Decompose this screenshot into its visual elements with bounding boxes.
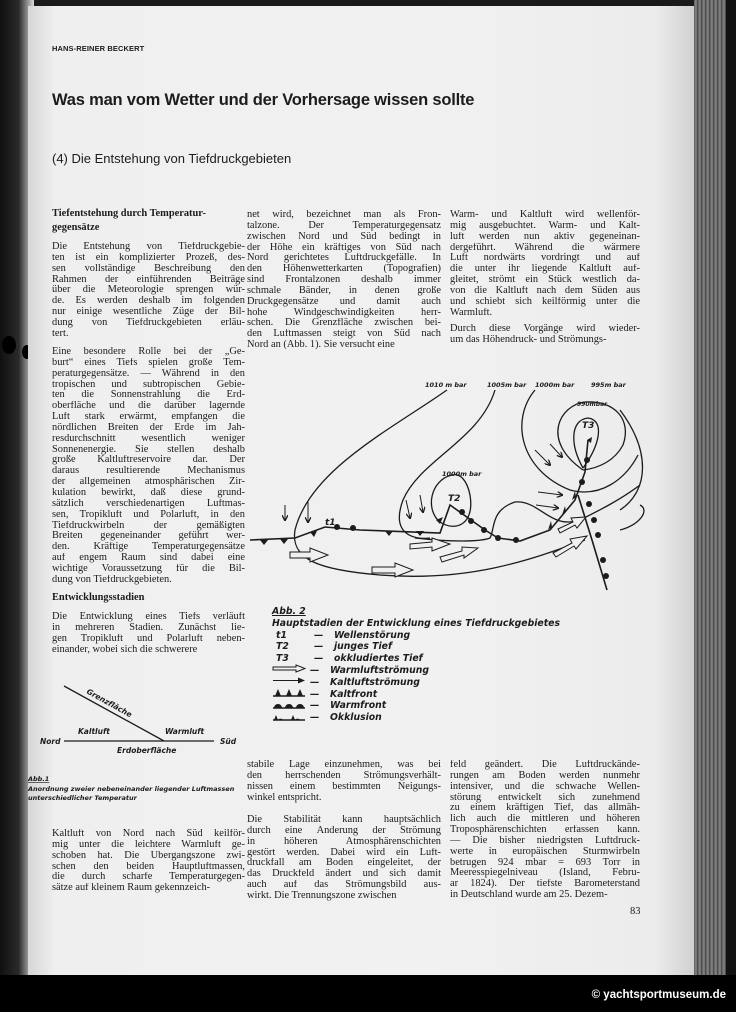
legend-item [272, 630, 560, 642]
text-line: tert. [52, 328, 69, 339]
text-line: der allgemeinen atmosphärischen Zir- [52, 477, 245, 488]
text-line: nördlichen Breiten der Erde im Jah- [52, 422, 245, 433]
paragraph [52, 347, 245, 586]
binding-hole [2, 336, 16, 354]
isobar-995 [620, 410, 644, 530]
figure-1-caption-label: Abb.1 [28, 775, 50, 783]
label-sued: Süd [220, 737, 237, 746]
isobar-label-1010: 1010 m bar [425, 381, 467, 389]
text-line: mig unter die leichtere Warmluft ge- [52, 839, 245, 850]
legend-item [272, 700, 560, 712]
text-line: sen, Tropikluft und Polarluft, in den [52, 509, 245, 520]
section-heading-tiefentstehung [52, 207, 245, 234]
text-line: sätzlich verschiedenartigen Luftmas- [52, 498, 245, 509]
text-line: hohe Windgeschwindigkeiten herr- [247, 307, 441, 318]
figure-1-air-masses-diagram [28, 670, 260, 810]
text-line: nissen einem bestimmten Neigungs- [247, 781, 441, 792]
text-line: intensiver, und die schwache Wellen- [450, 781, 640, 792]
text-line: Die Entstehung von Tiefdruckgebie- [52, 242, 245, 252]
text-line: einander, wobei sich die schwerere [52, 644, 198, 655]
text-line: zu einem kräftigen Tief, das allmäh- [450, 803, 640, 814]
isobar-label-1000-t2: 1000m bar [442, 470, 482, 478]
text-line: mig ausgebuchtet. Warm- und Kalt- [450, 220, 640, 231]
isobar-label-995: 995m bar [591, 381, 626, 389]
legend-dash: — [310, 676, 320, 688]
text-line: rungen am Boden werden nunmehr [450, 770, 640, 781]
text-line: Druckgegensätze und damit auch [247, 296, 441, 307]
text-line: Rahmen der einführenden Beiträge [52, 274, 245, 285]
paragraph [52, 242, 245, 340]
legend-dash: — [314, 629, 324, 641]
text-line: Breiten gegeneinander geführt wer- [52, 531, 245, 542]
text-line: um das Höhendruck- und Strömungs- [450, 334, 607, 345]
isobar-label-1005: 1005m bar [487, 381, 527, 389]
paragraph [450, 210, 640, 318]
paragraph [247, 760, 441, 803]
text-line: tropischen und subtropischen Gebie- [52, 379, 245, 390]
figure-2-caption-title: Hauptstadien der Entwicklung eines Tiefdruckgebietes [272, 617, 561, 629]
legend-label: Warmluftströmung [330, 664, 429, 676]
legend-label: Wellenstörung [334, 629, 411, 641]
text-line: schmale Bänder, in denen große [247, 285, 441, 296]
text-line: Durch diese Vorgänge wird wieder- [450, 324, 640, 334]
text-line: in mehreren Stadien. Zunächst lie- [52, 622, 245, 633]
text-line: nur einige wesentliche Züge der Bil- [52, 307, 245, 318]
label-warmluft: Warmluft [165, 727, 205, 736]
legend-item [272, 712, 560, 724]
article-title: Was man vom Wetter und der Vorhersage wissen sollte [52, 91, 475, 109]
text-line: ten ist ein komplizierter Prozeß, des- [52, 252, 245, 263]
text-line: die unter ihr liegende Kaltluft auf- [450, 264, 640, 275]
paragraph [52, 829, 245, 894]
text-line: wirkt. Die Trennungszone zwischen [247, 890, 397, 901]
text-line: winkel entspricht. [247, 792, 322, 803]
cold-air-arrows [285, 444, 562, 522]
text-line: schen den beiden Hauptluftmassen, [52, 861, 245, 872]
text-line: Die Stabilität kann hauptsächlich [247, 815, 441, 825]
text-line: zwischen Nord und Süd bedingt in [247, 231, 441, 242]
text-line: wichtige Voraussetzung für die Bil- [52, 563, 245, 574]
cold-front-line [578, 495, 607, 590]
text-line: und schiebt sich keilförmig unter die [450, 296, 640, 307]
text-line: gestört werden. Dabei wird ein Luft- [247, 847, 441, 858]
text-line: gen Tropikluft und Polarluft neben- [52, 633, 245, 644]
text-line: durch eine Änderung der Strömung [247, 825, 441, 836]
text-line: Sonnenenergie. Sie stellen deshalb [52, 444, 245, 455]
text-line: peraturgegensätze. — Während in den [52, 368, 245, 379]
isobar-label-1000: 1000m bar [535, 381, 575, 389]
legend-label: Kaltfront [330, 688, 378, 700]
legend-label: junges Tief [334, 641, 393, 653]
text-line: Meeresspiegelniveau (Island, Febru- [450, 868, 640, 879]
legend-item [272, 689, 560, 701]
text-line: in Deutschland wurde am 25. Dezem- [450, 890, 608, 901]
text-line: resdurchschnitt wesentlich weniger [52, 433, 245, 444]
text-line: oberfläche und die darüber lagernde [52, 401, 245, 412]
text-line: Kaltluft von Nord nach Süd keilför- [52, 829, 245, 839]
text-line: den Höhenwetterkarten (Topografien) [247, 264, 441, 275]
legend-dash: — [310, 664, 320, 676]
figure-2-low-pressure-diagram [240, 360, 660, 600]
article-subtitle: (4) Die Entstehung von Tiefdruckgebieten [52, 151, 292, 166]
text-line: betrugen 924 mbar = 693 Torr in [450, 857, 640, 868]
legend-label: Kaltluftströmung [330, 676, 420, 688]
text-line: auf engem Raum sind dabei eine [52, 553, 245, 564]
text-line: den Luftmassen steigt von Süd nach [247, 329, 441, 340]
text-line: große Kaltluftreservoire dar. Der [52, 455, 245, 466]
text-line: Luft nordwärts vordringt und auf [450, 253, 640, 264]
copyright-watermark: © yachtsportmuseum.de [591, 989, 726, 1001]
legend-dash: — [310, 712, 320, 724]
heading-line: Tiefentstehung durch Temperatur- [52, 208, 206, 219]
legend-label: Okklusion [330, 712, 382, 724]
text-line: de. Es werden deshalb im folgenden [52, 296, 245, 307]
text-line: daraus resultierende Mechanismus [52, 466, 245, 477]
figure-2-legend [272, 606, 560, 724]
text-line: über die Meteorologie sprengen wür- [52, 285, 245, 296]
figure-2-caption-label: Abb. 2 [272, 606, 306, 617]
legend-symbol-T3: T3 [276, 653, 289, 665]
legend-symbol-T2: T2 [276, 641, 289, 653]
text-line: schen. Die Grenzfläche zwischen bei- [247, 318, 441, 329]
page-number: 83 [630, 906, 641, 917]
running-header-author: HANS-REINER BECKERT [52, 44, 145, 53]
text-line: burt“ eines Tiefs spielen große Tem- [52, 357, 245, 368]
paragraph [247, 815, 441, 902]
label-t1: t1 [325, 518, 336, 528]
legend-label: Warmfront [330, 700, 387, 712]
paragraph [450, 324, 640, 346]
isobar-label-990: 990mbar [577, 401, 608, 408]
legend-item [272, 665, 560, 677]
label-kaltluft: Kaltluft [78, 727, 110, 736]
text-line: sen vollständige Beschreibung den [52, 263, 245, 274]
text-line: Luft stark erwärmt, empfangen die [52, 412, 245, 423]
front-line [250, 440, 588, 541]
text-line: dergeführt. Während die wärmere [450, 242, 640, 253]
paragraph [52, 612, 245, 655]
text-line: ten die Sonnenstrahlung die Erd- [52, 390, 245, 401]
legend-item [272, 653, 560, 665]
text-line: — Die bisher niedrigsten Luftdruck- [450, 835, 640, 846]
text-line: Die Entwicklung eines Tiefs verläuft [52, 612, 245, 622]
legend-symbol-occlusion-icon [272, 712, 310, 725]
isobar-990 [558, 402, 626, 470]
text-line: sätze auf kleinem Raum gekennzeich- [52, 883, 211, 894]
legend-dash: — [314, 653, 324, 665]
text-line: in höheren Atmosphärenschichten [247, 836, 441, 847]
text-line: Eine besondere Rolle bei der „Ge- [52, 347, 245, 357]
legend-label: okkludiertes Tief [334, 653, 423, 665]
text-line: talzone. Der Temperaturgegensatz [247, 220, 441, 231]
paragraph [247, 210, 441, 351]
legend-dash: — [310, 700, 320, 712]
legend-dash: — [310, 688, 320, 700]
label-nord: Nord [40, 737, 61, 746]
text-line: net wird, bezeichnet man als Fron- [247, 210, 441, 220]
text-line: feld geändert. Die Luftdruckände- [450, 760, 640, 770]
text-line: das Druckfeld ändert und sich damit [247, 869, 441, 880]
paragraph [450, 760, 640, 901]
text-line: stabile Lage einzunehmen, was bei [247, 760, 441, 770]
label-t3: T3 [582, 421, 595, 431]
section-heading-entwicklungsstadien: Entwicklungsstadien [52, 592, 145, 603]
text-line: dung von Tiefdruckgebieten. [52, 574, 172, 585]
label-grenzflaeche: Grenzfläche [85, 686, 134, 720]
text-line: den herrschenden Strömungsverhält- [247, 770, 441, 781]
page-stack-edge [694, 0, 736, 975]
figure-1-caption: unterschiedlicher Temperatur [28, 794, 137, 802]
text-line: druckfall am Boden eingeleitet, der [247, 858, 441, 869]
figure-1-caption: Anordnung zweier nebeneinander liegender Luftmassen [28, 785, 235, 793]
text-line: Tiefdruckwirbeln der gemäßigten [52, 520, 245, 531]
text-line: die durch scharfe Temperaturgegen- [52, 872, 245, 883]
heading-line: gegensätze [52, 221, 100, 233]
text-line: Warmluft. [450, 307, 493, 318]
text-line: lich auch die mittleren und höheren [450, 814, 640, 825]
text-line: sind Frontalzonen deshalb immer [247, 275, 441, 286]
text-line: störung entwickelt sich zunehmend [450, 792, 640, 803]
legend-symbol-t1: t1 [276, 629, 287, 641]
isobar-1005 [399, 390, 640, 541]
text-line: luft werden nun aktiv gegeneinan- [450, 231, 640, 242]
text-line: schoben hat. Die Übergangszone zwi- [52, 850, 245, 861]
text-line: ar 1824). Der tiefste Barometerstand [450, 879, 640, 890]
legend-dash: — [314, 641, 324, 653]
text-line: kulation bewirkt, daß diese grund- [52, 487, 245, 498]
text-line: Warm- und Kaltluft wird wellenför- [450, 210, 640, 220]
watermark-band [0, 975, 736, 1012]
text-line: Troposphärenschichten erfassen kann. [450, 825, 640, 836]
legend-item [272, 641, 560, 653]
label-erdoberflaeche: Erdoberfläche [117, 746, 177, 755]
text-line: den. Kräftige Temperaturgegensätze [52, 542, 245, 553]
text-line: der Höhe ein kräftiges von Süd nach [247, 242, 441, 253]
text-line: auch auf das Strömungsbild aus- [247, 880, 441, 891]
legend-item [272, 677, 560, 689]
text-line: Nord gerichtetes Luftdruckgefälle. In [247, 253, 441, 264]
text-line: Nord an (Abb. 1). Sie versucht eine [247, 340, 395, 351]
text-line: dung von Tiefdruckgebieten erläu- [52, 317, 245, 328]
label-t2: T2 [448, 494, 461, 504]
text-line: von die Kaltluft nach dem Süden aus [450, 285, 640, 296]
text-line: gleitet, strömt ein Stück westlich da- [450, 275, 640, 286]
text-line: werte in europäischen Sturmwirbeln [450, 846, 640, 857]
